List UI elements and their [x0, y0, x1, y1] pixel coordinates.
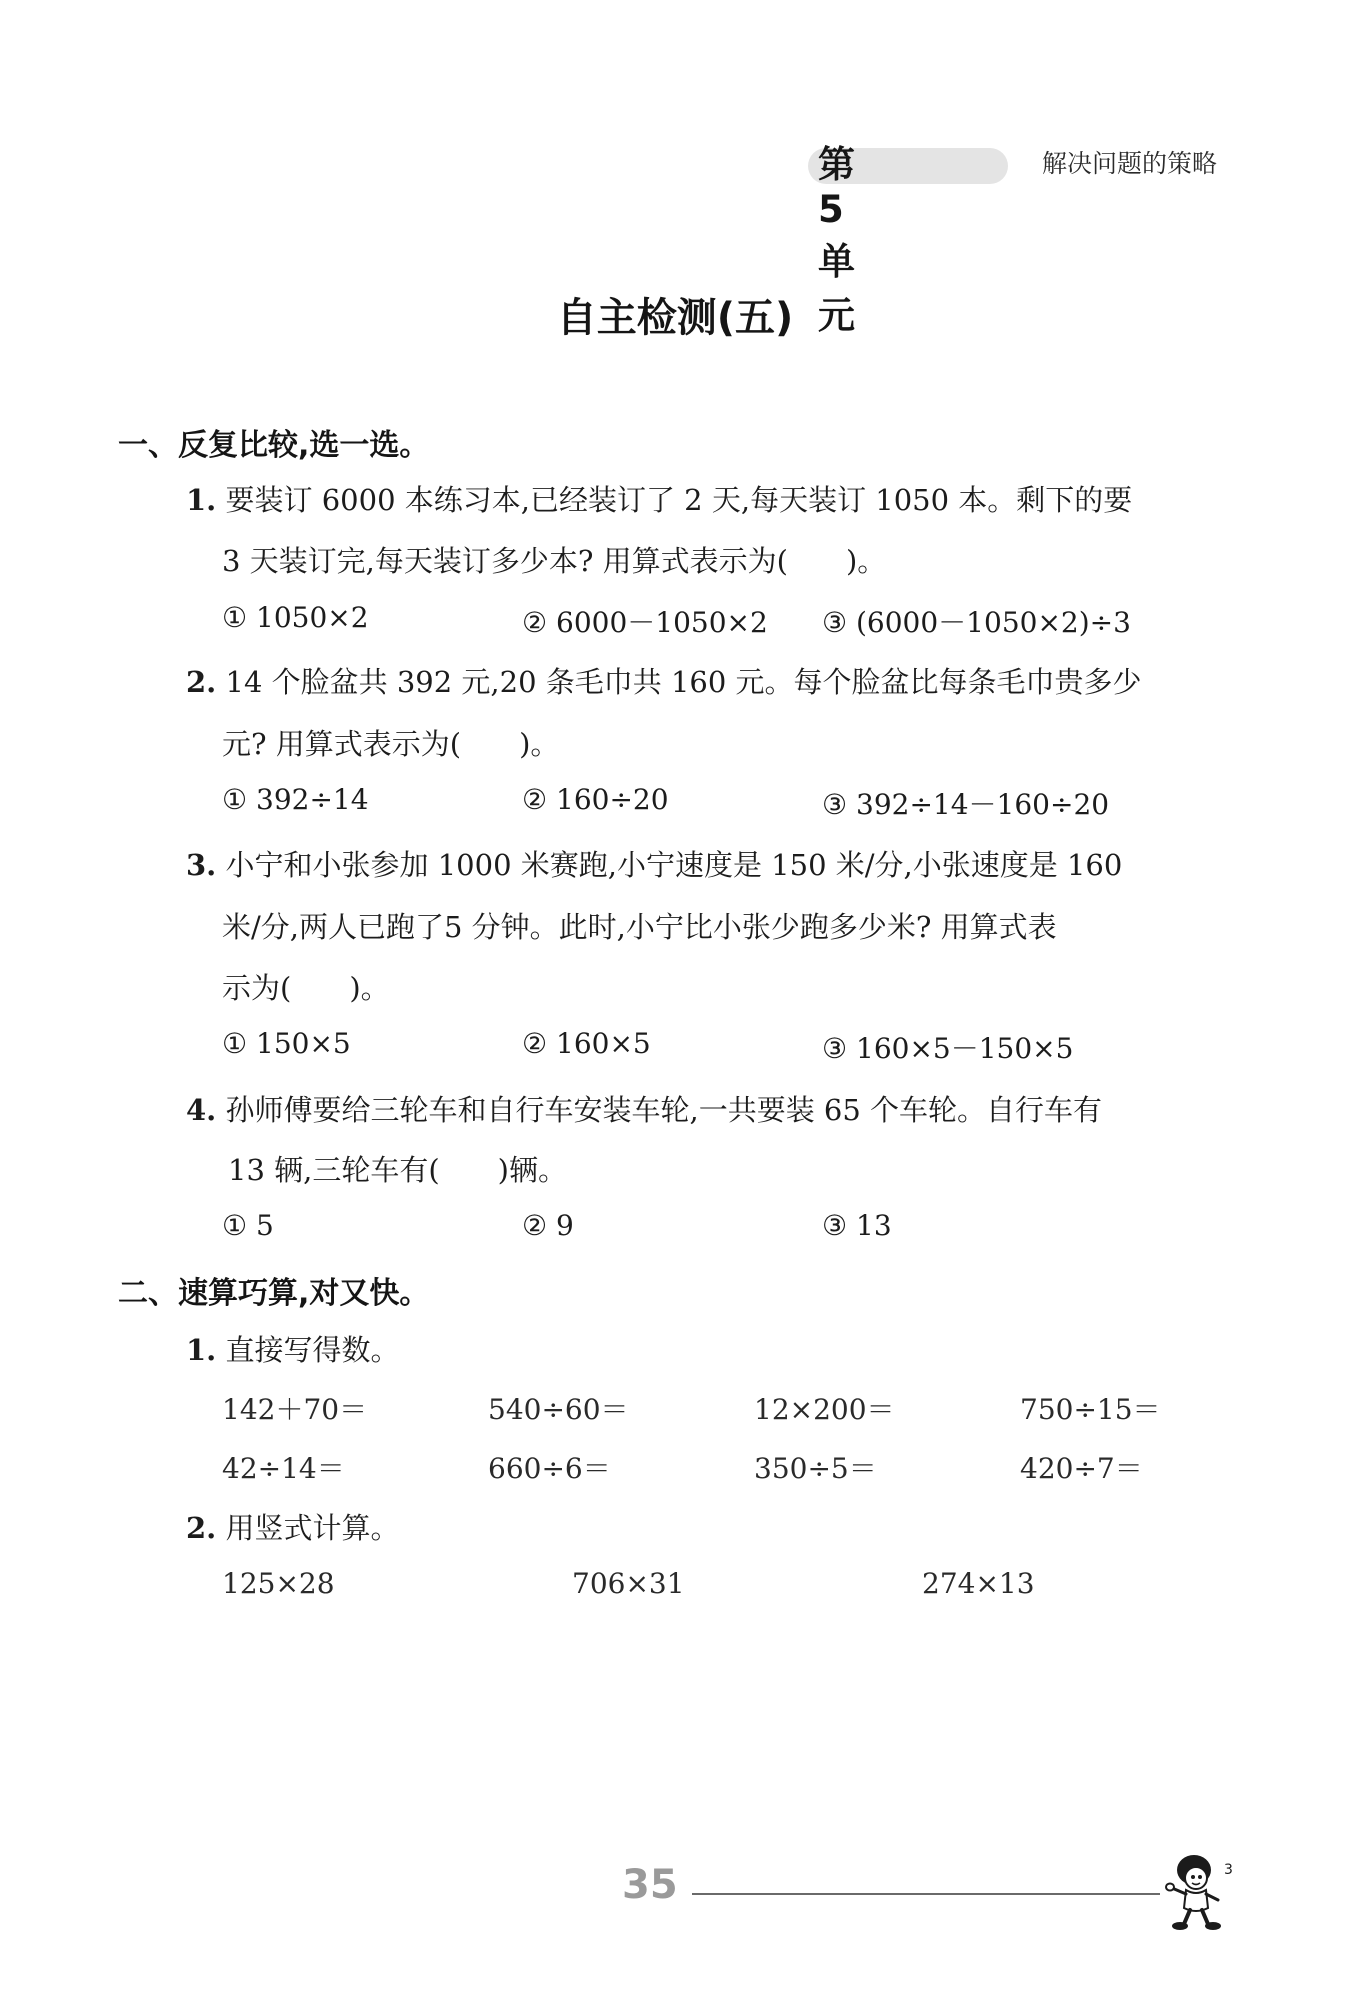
calc-item: 350÷5＝ — [754, 1452, 877, 1485]
question-4-number: 4. — [186, 1093, 217, 1127]
question-4-option-1: ① 5 — [222, 1209, 274, 1242]
calc-item: 750÷15＝ — [1020, 1393, 1161, 1426]
question-3-text-2: 米/分,两人已跑了5 分钟。此时,小宁比小张少跑多少米? 用算式表 — [222, 910, 1057, 944]
question-1-text-2: 3 天装订完,每天装订多少本? 用算式表示为( )。 — [222, 544, 887, 578]
question-2-text-1: 14 个脸盆共 392 元,20 条毛巾共 160 元。每个脸盆比每条毛巾贵多少 — [225, 665, 1142, 699]
question-3-line-1 — [186, 843, 1122, 884]
question-3-number: 3. — [186, 848, 217, 882]
question-1-option-3: ③ (6000－1050×2)÷3 — [822, 606, 1131, 639]
part-1-label: 直接写得数。 — [225, 1333, 400, 1367]
page-title: 自主检测(五) — [556, 295, 794, 341]
question-1-number: 1. — [186, 483, 217, 517]
vertical-calc-item: 706×31 — [572, 1567, 685, 1600]
question-2-option-2: ② 160÷20 — [522, 783, 669, 816]
question-1-text-1: 要装订 6000 本练习本,已经装订了 2 天,每天装订 1050 本。剩下的要 — [225, 483, 1133, 517]
question-1-line-1 — [186, 478, 1132, 519]
question-2-option-1: ① 392÷14 — [222, 783, 369, 816]
question-2-number: 2. — [186, 665, 217, 699]
question-3-text-1: 小宁和小张参加 1000 米赛跑,小宁速度是 150 米/分,小张速度是 160 — [225, 848, 1123, 882]
question-1-option-1: ① 1050×2 — [222, 601, 369, 634]
question-4-option-3: ③ 13 — [822, 1209, 892, 1242]
part-2-label: 用竖式计算。 — [225, 1511, 400, 1545]
footer-divider — [692, 1893, 1160, 1895]
section2-title: 二、速算巧算,对又快。 — [118, 1276, 430, 1311]
question-2-text-2: 元? 用算式表示为( )。 — [222, 727, 560, 761]
question-4-option-2: ② 9 — [522, 1209, 574, 1242]
vertical-calc-item: 274×13 — [922, 1567, 1035, 1600]
part-1-heading — [186, 1328, 400, 1369]
calc-item: 42÷14＝ — [222, 1452, 345, 1485]
question-4-text-1: 孙师傅要给三轮车和自行车安装车轮,一共要装 65 个车轮。自行车有 — [225, 1093, 1103, 1127]
part-2-number: 2. — [186, 1511, 217, 1545]
calc-item: 12×200＝ — [754, 1393, 895, 1426]
vertical-calc-item: 125×28 — [222, 1567, 335, 1600]
question-4-text-2: 13 辆,三轮车有( )辆。 — [228, 1153, 567, 1187]
calc-item: 420÷7＝ — [1020, 1452, 1143, 1485]
question-1-option-2: ② 6000－1050×2 — [522, 606, 768, 639]
calc-item: 540÷60＝ — [488, 1393, 629, 1426]
calc-item: 142＋70＝ — [222, 1393, 368, 1426]
question-3-option-2: ② 160×5 — [522, 1027, 651, 1060]
page-number: 35 — [622, 1862, 678, 1908]
part-2-heading — [186, 1506, 400, 1547]
unit-subtitle: 解决问题的策略 — [1042, 149, 1218, 178]
part-1-number: 1. — [186, 1333, 217, 1367]
section1-title: 一、反复比较,选一选。 — [118, 428, 430, 463]
question-4-line-1 — [186, 1088, 1102, 1129]
question-2-option-3: ③ 392÷14－160÷20 — [822, 788, 1110, 821]
question-2-line-1 — [186, 660, 1142, 701]
question-3-option-1: ① 150×5 — [222, 1027, 351, 1060]
question-3-option-3: ③ 160×5－150×5 — [822, 1032, 1074, 1065]
unit-label: 第 5 单元 — [818, 143, 863, 337]
question-3-text-3: 示为( )。 — [222, 971, 390, 1005]
mascot-mark: 3 — [1224, 1862, 1233, 1878]
calc-item: 660÷6＝ — [488, 1452, 611, 1485]
mascot-icon — [1158, 1848, 1238, 1932]
